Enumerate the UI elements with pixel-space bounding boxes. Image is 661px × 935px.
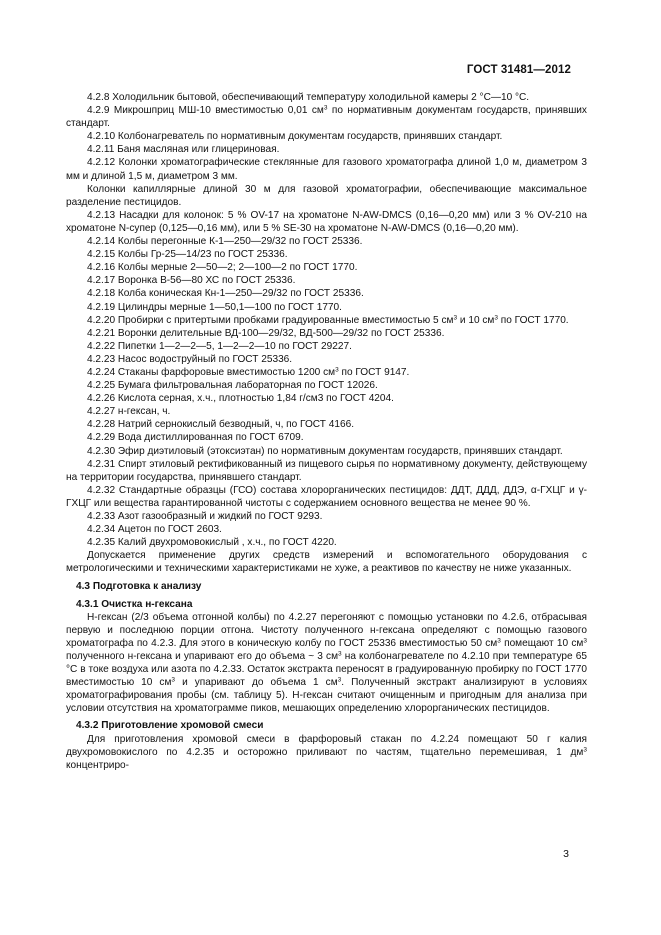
item-4-2-17: 4.2.17 Воронка В-56—80 ХС по ГОСТ 25336.	[87, 275, 296, 287]
item-4-2-13: 4.2.13 Насадки для колонок: 5 % OV-17 на хроматоне N-AW-DMCS (0,16—0,20 мм) или 3 % OV-210 на хроматоне N-супер (0,125—0,16 мм), или 5 % SE-30 на хроматоне N-AW-DMCS (0,16—0,20 мм).	[66, 209, 587, 234]
item-4-2-23: 4.2.23 Насос водоструйный по ГОСТ 25336.	[87, 353, 293, 365]
item-4-2-21: 4.2.21 Воронки делительные ВД-100—29/32, ВД-500—29/32 по ГОСТ 25336.	[87, 327, 445, 339]
section-4-3-1-paragraph: Н-гексан (2/3 объема отгонной колбы) по 4.2.27 перегоняют с помощью установки по 4.2.6, отбрасывая первую и последнюю порции отгона. Чистоту полученного н-гексана определяют с помощью газового хроматографа по 4.2.3. Для этого в коническую колбу по ГОСТ 25336 вместимостью 50 $см^3$ помещают 10 $см^3$ полученного н-гексана и упаривают его до объема ~ 3 $см^3$ на колбонагревателе по 4.2.10 при температуре 65 °С в токе воздуха или азота по 4.2.33. Остаток экстракта переносят в градуированную пробирку по ГОСТ 1770 вместимостью 10 $см^3$ и упаривают до объема 1 $см^3$. Полученный экстракт анализируют в условиях хроматографирования пробы (см. таблицу 5). Н-гексан считают очищенным и пригодным для анализа при условии отсутствия на хроматограмме пиков, мешающих определению хлорорганических пестицидов.	[66, 611, 588, 715]
item-4-2-15: 4.2.15 Колбы Гр-25—14/23 по ГОСТ 25336.	[87, 249, 288, 261]
item-4-2-33: 4.2.33 Азот газообразный и жидкий по ГОСТ 9293.	[87, 511, 323, 522]
page-number: 3	[563, 848, 569, 860]
item-4-2-18: 4.2.18 Колба коническая Кн-1—250—29/32 по ГОСТ 25336.	[87, 288, 364, 300]
item-4-2-26: 4.2.26 Кислота серная, х.ч., плотностью 1,84 г/см3 по ГОСТ 4204.	[87, 393, 394, 405]
item-4-2-20: 4.2.20 Пробирки с притертыми пробками градуированные вместимостью 5 $см^3$ и 10 $см^3$ по ГОСТ 1770.	[87, 314, 569, 326]
item-4-2-27: 4.2.27 н-гексан, ч.	[87, 406, 171, 418]
item-4-2-25: 4.2.25 Бумага фильтровальная лабораторная по ГОСТ 12026.	[87, 380, 378, 392]
item-4-2-19: 4.2.19 Цилиндры мерные 1—50,1—100 по ГОСТ 1770.	[87, 301, 342, 313]
item-4-2-22: 4.2.22 Пипетки 1—2—2—5, 1—2—2—10 по ГОСТ 29227.	[87, 340, 352, 352]
document-header: ГОСТ 31481—2012	[466, 64, 571, 76]
item-4-2-30: 4.2.30 Эфир диэтиловый (этоксиэтан) по нормативным документам государств, принявших стандарт.	[87, 445, 563, 457]
item-4-2-34: 4.2.34 Ацетон по ГОСТ 2603.	[87, 524, 222, 536]
section-4-3-1-heading: 4.3.1 Очистка н-гексана	[76, 598, 193, 610]
item-4-2-14: 4.2.14 Колбы перегонные К-1—250—29/32 по ГОСТ 25336.	[87, 236, 363, 248]
equivalents-note: Допускается применение других средств измерений и вспомогательного оборудования с метрологическими и техническими характеристиками не хуже, а реактивов по качеству не ниже указанных.	[66, 550, 587, 575]
item-4-2-28: 4.2.28 Натрий сернокислый безводный, ч, по ГОСТ 4166.	[87, 419, 354, 431]
section-4-3-2-paragraph: Для приготовления хромовой смеси в фарфоровый стакан по 4.2.24 помещают 50 г калия двухромовокислого по 4.2.35 и осторожно приливают по частям, тщательно перемешивая, 1 $дм^3$ концентриро-	[66, 733, 587, 771]
section-4-3-heading: 4.3 Подготовка к анализу	[76, 581, 202, 593]
item-4-2-12: 4.2.12 Колонки хроматографические стеклянные для газового хроматографа длиной 1,0 м, диаметром 3 мм и длиной 1,5 м, диаметром 3 мм.	[66, 157, 587, 182]
item-4-2-16: 4.2.16 Колбы мерные 2—50—2; 2—100—2 по ГОСТ 1770.	[87, 262, 358, 274]
item-4-2-32: 4.2.32 Стандартные образцы (ГСО) состава хлорорганических пестицидов: ДДТ, ДДД, ДДЭ, α-ГХЦГ и γ-ГХЦГ или вещества гарантированной чистоты с содержанием основного вещества не менее 90 %.	[66, 484, 587, 509]
item-4-2-35: 4.2.35 Калий двухромовокислый , х.ч., по ГОСТ 4220.	[87, 537, 337, 549]
item-4-2-10: 4.2.10 Колбонагреватель по нормативным документам государств, принявших стандарт.	[87, 131, 503, 143]
item-4-2-11: 4.2.11 Баня масляная или глицериновая.	[87, 144, 280, 156]
item-4-2-24: 4.2.24 Стаканы фарфоровые вместимостью 1200 $см^3$ по ГОСТ 9147.	[87, 366, 410, 378]
item-4-2-29: 4.2.29 Вода дистиллированная по ГОСТ 6709.	[87, 432, 304, 444]
item-4-2-9: 4.2.9 Микрошприц МШ-10 вместимостью 0,01 $см^3$ по нормативным документам государств, принявших стандарт.	[66, 104, 587, 130]
item-4-2-31: 4.2.31 Спирт этиловый ректификованный из пищевого сырья по нормативному документу, действующему на территории государства, принявшего стандарт.	[66, 458, 587, 483]
item-4-2-8: 4.2.8 Холодильник бытовой, обеспечивающий температуру холодильной камеры 2 °С—10 °С.	[87, 92, 530, 103]
document-body	[66, 91, 587, 772]
section-4-3-2-heading: 4.3.2 Приготовление хромовой смеси	[76, 720, 264, 732]
item-4-2-12-capillary: Колонки капиллярные длиной 30 м для газовой хроматографии, обеспечивающие максимальное разделение пестицидов.	[66, 183, 587, 208]
